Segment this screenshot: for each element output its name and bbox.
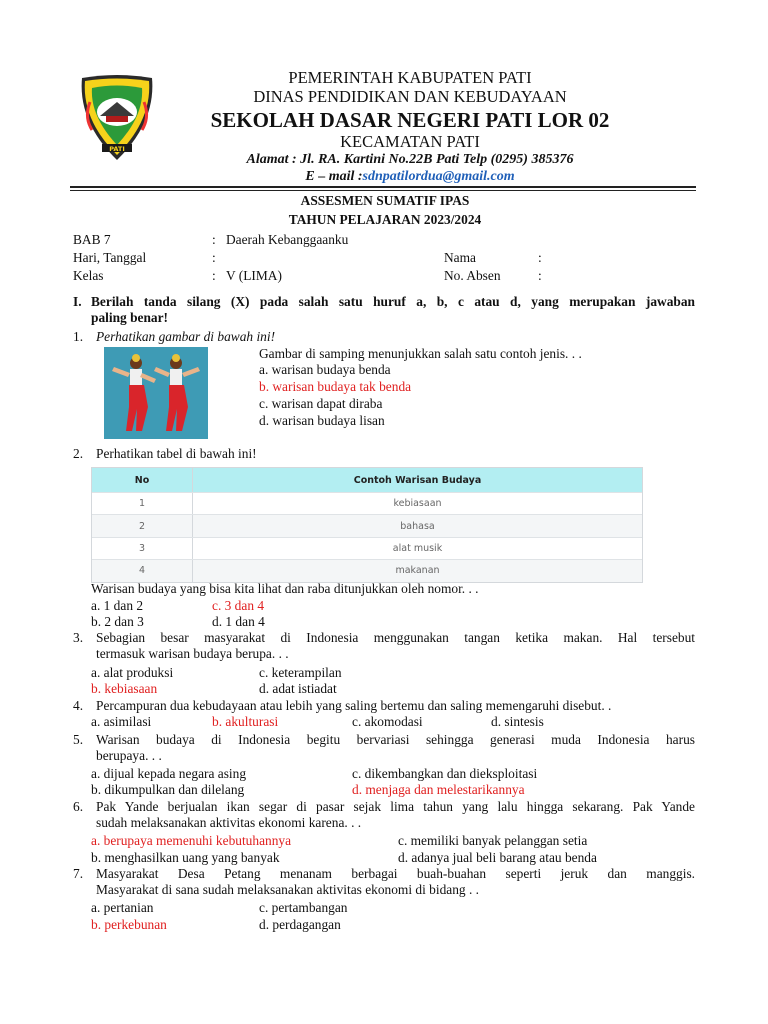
q7-line-1: Masyarakat Desa Petang menanam berbagai buah-buahan seperti jeruk dan manggis.	[96, 866, 695, 881]
q7-option-a[interactable]: a. pertanian	[91, 900, 154, 915]
q5-option-a[interactable]: a. dijual kepada negara asing	[91, 766, 247, 781]
email-link[interactable]: sdnpatilordua@gmail.com	[362, 169, 515, 184]
q2-option-c[interactable]: c. 3 dan 4	[212, 598, 265, 613]
q6-line-1: Pak Yande berjualan ikan segar di pasar sejak lima tahun yang lalu hingga sekarang. Pak Yande	[96, 799, 695, 814]
q1-option-c[interactable]: c. warisan dapat diraba	[259, 396, 383, 411]
heritage-table	[91, 467, 643, 583]
q3-option-c[interactable]: c. keterampilan	[259, 665, 342, 680]
q2-prompt: Perhatikan tabel di bawah ini!	[96, 446, 257, 461]
instruction-line-2: paling benar!	[91, 310, 169, 325]
header-line-2: DINAS PENDIDIKAN DAN KEBUDAYAAN	[253, 87, 567, 106]
absence-colon: :	[538, 268, 542, 283]
q6-option-d[interactable]: d. adanya jual beli barang atau benda	[398, 850, 597, 865]
class-colon: :	[212, 268, 216, 283]
q7-number: 7.	[73, 866, 84, 881]
header-divider-thin	[70, 190, 696, 191]
q2-option-a[interactable]: a. 1 dan 2	[91, 598, 144, 613]
dancers-illustration	[104, 347, 208, 439]
school-year: TAHUN PELAJARAN 2023/2024	[288, 212, 482, 227]
school-email-line	[150, 168, 670, 185]
school-address: Alamat : Jl. RA. Kartini No.22B Pati Telp (0295) 385376	[246, 152, 574, 167]
q5-option-b[interactable]: b. dikumpulkan dan dilelang	[91, 782, 245, 797]
instruction-number: I.	[73, 294, 82, 309]
date-colon: :	[212, 250, 216, 265]
table-row	[92, 537, 642, 559]
q5-option-d[interactable]: d. menjaga dan melestarikannya	[352, 782, 525, 797]
name-colon: :	[538, 250, 542, 265]
district-name: KECAMATAN PATI	[340, 132, 480, 151]
q4-option-a[interactable]: a. asimilasi	[91, 714, 152, 729]
table-cell-example: bahasa	[400, 520, 435, 532]
q1-prompt: Perhatikan gambar di bawah ini!	[96, 329, 276, 344]
name-label: Nama	[444, 250, 476, 265]
q5-number: 5.	[73, 732, 84, 747]
q4-option-c[interactable]: c. akomodasi	[352, 714, 423, 729]
q6-line-2: sudah melaksanakan aktivitas ekonomi karena. . .	[96, 815, 362, 830]
q4-line-1: Percampuran dua kebudayaan atau lebih yang saling bertemu dan saling memengaruhi disebut. .	[96, 698, 612, 713]
table-row	[92, 559, 642, 581]
exam-title: ASSESMEN SUMATIF IPAS	[300, 193, 470, 208]
school-name: SEKOLAH DASAR NEGERI PATI LOR 02	[210, 108, 610, 132]
table-cell-no: 4	[92, 560, 193, 581]
bab-label: BAB 7	[73, 232, 111, 247]
q7-line-2: Masyarakat di sana sudah melaksanakan aktivitas ekonomi di bidang . .	[96, 882, 480, 897]
q1-option-a[interactable]: a. warisan budaya benda	[259, 362, 391, 377]
q2-number: 2.	[73, 446, 84, 461]
q1-stem: Gambar di samping menunjukkan salah satu contoh jenis. . .	[259, 346, 582, 361]
table-cell-no: 1	[92, 493, 193, 514]
header-divider-thick	[70, 186, 696, 188]
q5-line-2: berupaya. . .	[96, 748, 162, 763]
table-header-row	[92, 468, 642, 492]
q7-option-c[interactable]: c. pertambangan	[259, 900, 348, 915]
table-cell-no: 2	[92, 515, 193, 536]
table-row	[92, 492, 642, 514]
q4-number: 4.	[73, 698, 84, 713]
q2-option-d[interactable]: d. 1 dan 4	[212, 614, 265, 629]
logo-label: PATI	[109, 145, 125, 153]
q5-line-1: Warisan budaya di Indonesia begitu bervariasi sehingga generasi muda Indonesia harus	[96, 732, 695, 747]
header-line-1: PEMERINTAH KABUPATEN PATI	[288, 68, 532, 87]
q7-option-d[interactable]: d. perdagangan	[259, 917, 341, 932]
bab-colon: :	[212, 232, 216, 247]
q3-line-1: Sebagian besar masyarakat di Indonesia menggunakan tangan ketika makan. Hal tersebut	[96, 630, 695, 645]
bab-value: Daerah Kebanggaanku	[226, 232, 349, 247]
class-label: Kelas	[73, 268, 104, 283]
instruction-line-1: Berilah tanda silang (X) pada salah satu huruf a, b, c atau d, yang merupakan jawaban	[91, 294, 695, 309]
table-cell-example: makanan	[395, 565, 440, 577]
q3-number: 3.	[73, 630, 84, 645]
regency-logo	[78, 72, 156, 162]
table-cell-example: kebiasaan	[393, 498, 442, 510]
q7-option-b[interactable]: b. perkebunan	[91, 917, 167, 932]
class-value: V (LIMA)	[226, 268, 282, 283]
q4-option-b[interactable]: b. akulturasi	[212, 714, 279, 729]
q5-option-c[interactable]: c. dikembangkan dan dieksploitasi	[352, 766, 538, 781]
q3-line-2: termasuk warisan budaya berupa. . .	[96, 646, 289, 661]
q1-option-b[interactable]: b. warisan budaya tak benda	[259, 379, 412, 394]
email-label: E – mail :	[305, 169, 363, 184]
table-header-example: Contoh Warisan Budaya	[353, 474, 482, 486]
q1-option-d[interactable]: d. warisan budaya lisan	[259, 413, 385, 428]
q4-option-d[interactable]: d. sintesis	[491, 714, 544, 729]
q6-option-a[interactable]: a. berupaya memenuhi kebutuhannya	[91, 833, 292, 848]
q1-number: 1.	[73, 329, 84, 344]
table-cell-no: 3	[92, 538, 193, 559]
q6-option-b[interactable]: b. menghasilkan uang yang banyak	[91, 850, 280, 865]
table-cell-example: alat musik	[392, 542, 443, 554]
table-row	[92, 514, 642, 536]
date-label: Hari, Tanggal	[73, 250, 147, 265]
q2-stem: Warisan budaya yang bisa kita lihat dan raba ditunjukkan oleh nomor. . .	[91, 581, 479, 596]
q3-option-b[interactable]: b. kebiasaan	[91, 681, 158, 696]
q3-option-d[interactable]: d. adat istiadat	[259, 681, 337, 696]
q6-option-c[interactable]: c. memiliki banyak pelanggan setia	[398, 833, 588, 848]
q6-number: 6.	[73, 799, 84, 814]
q3-option-a[interactable]: a. alat produksi	[91, 665, 174, 680]
table-header-no: No	[92, 468, 193, 492]
absence-label: No. Absen	[444, 268, 501, 283]
q2-option-b[interactable]: b. 2 dan 3	[91, 614, 144, 629]
